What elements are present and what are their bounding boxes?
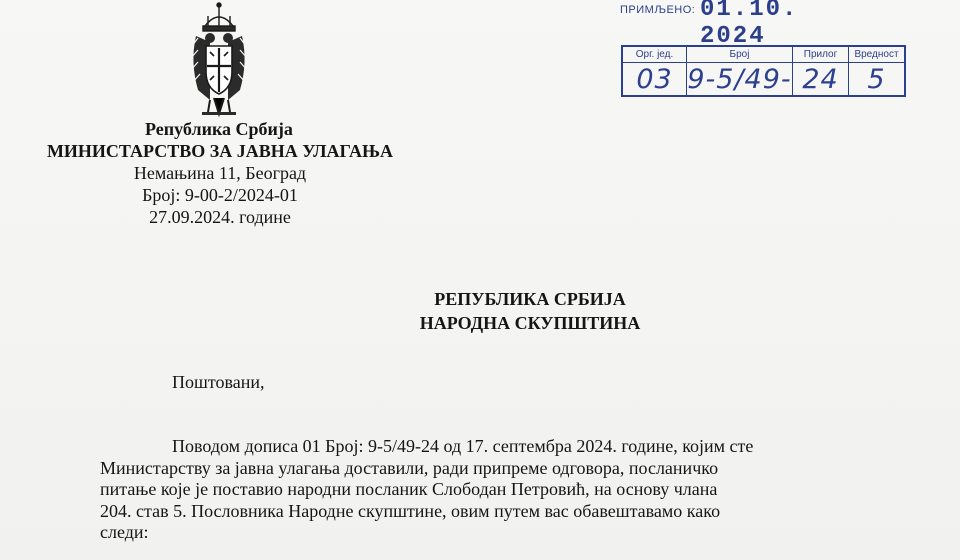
recipient-line-2: НАРОДНА СКУПШТИНА: [419, 313, 641, 333]
registry-stamp-header-attachment: Прилог: [793, 47, 849, 62]
sender-date: 27.09.2024. године: [149, 207, 291, 227]
recipient-line-1: РЕПУБЛИКА СРБИЈА: [434, 289, 626, 309]
recipient-block: [310, 287, 750, 335]
received-stamp: [620, 0, 860, 50]
sender-block: [10, 118, 430, 228]
sender-reference-number: Број: 9-00-2/2024-01: [142, 185, 298, 205]
registry-stamp-header-row: [623, 47, 904, 63]
registry-stamp-org-unit: 03: [623, 62, 687, 97]
registry-stamp-value: 5: [867, 64, 886, 95]
body-line-4: 204. став 5. Пословника Народне скупштине, овим путем вас обавештавамо како: [100, 500, 721, 521]
registry-stamp-header-number: Број: [687, 47, 793, 62]
registry-stamp-attachment: 24: [793, 62, 849, 97]
salutation: Поштовани,: [172, 372, 265, 392]
letter-body: [100, 436, 860, 544]
body-line-3: питање које је поставио народни посланик Слободан Петровић, на основу члана: [100, 479, 718, 499]
body-line-2: Министарству за јавна улагања доставили, ради припреме одговора, посланичко: [100, 457, 719, 478]
sender-ministry: МИНИСТАРСТВО ЗА ЈАВНА УЛАГАЊА: [46, 141, 394, 161]
sender-country: Република Србија: [145, 119, 293, 139]
registry-stamp-number: 9-5/49-: [687, 64, 792, 95]
registry-stamp-header-value: Вредност: [854, 49, 899, 60]
received-stamp-label: ПРИМЉЕНО:: [620, 4, 696, 16]
received-stamp-date: 01.10. 2024: [700, 0, 799, 50]
registry-stamp-header-org-unit: Орг. јед.: [623, 47, 687, 62]
coat-of-arms-icon: [188, 2, 250, 120]
registry-stamp-value-row: [623, 62, 904, 97]
body-line-5: следи:: [100, 522, 149, 542]
registry-stamp-table: [621, 45, 906, 97]
sender-address: Немањина 11, Београд: [133, 163, 307, 183]
body-line-1: Поводом дописа 01 Број: 9-5/49-24 од 17. септембра 2024. године, којим сте: [172, 436, 754, 456]
